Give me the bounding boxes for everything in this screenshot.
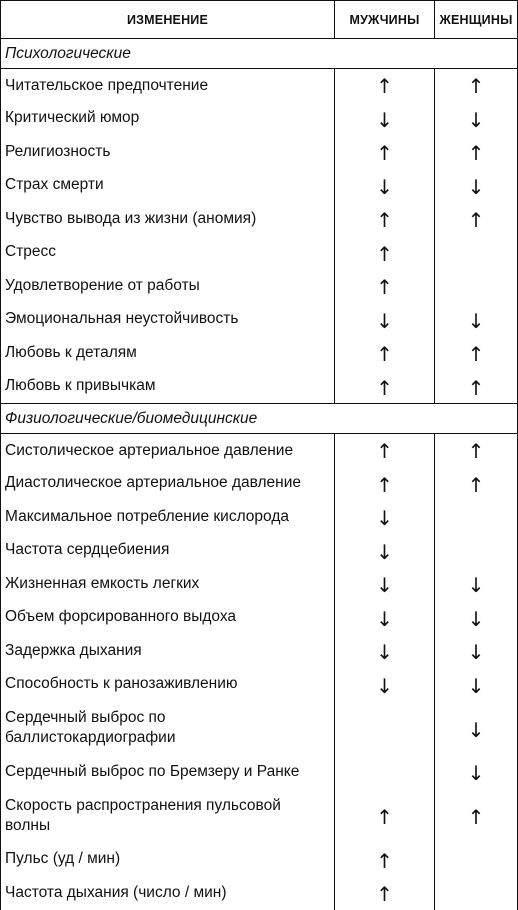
table-row <box>1 843 518 877</box>
men-arrow-icon <box>335 701 435 755</box>
women-arrow-icon: ↓ <box>435 102 518 136</box>
row-label: Любовь к деталям <box>1 336 335 370</box>
table-row <box>1 755 518 789</box>
men-arrow-icon: ↓ <box>335 634 435 668</box>
women-arrow-icon: ↑ <box>435 467 518 501</box>
row-label: Частота сердцебиения <box>1 534 335 568</box>
table-row <box>1 789 518 843</box>
table-row <box>1 701 518 755</box>
women-arrow-icon: ↓ <box>435 701 518 755</box>
table-row <box>1 500 518 534</box>
women-arrow-icon: ↓ <box>435 668 518 702</box>
row-label: Страх смерти <box>1 169 335 203</box>
table-row <box>1 336 518 370</box>
table-row <box>1 102 518 136</box>
table-row <box>1 303 518 337</box>
men-arrow-icon: ↑ <box>335 467 435 501</box>
table-row <box>1 668 518 702</box>
men-arrow-icon: ↑ <box>335 370 435 404</box>
row-label: Систолическое артериальное давление <box>1 434 335 467</box>
women-arrow-icon: ↓ <box>435 755 518 789</box>
women-arrow-icon: ↑ <box>435 135 518 169</box>
table-row <box>1 269 518 303</box>
men-arrow-icon: ↓ <box>335 534 435 568</box>
men-arrow-icon: ↑ <box>335 843 435 877</box>
women-arrow-icon <box>435 236 518 270</box>
men-arrow-icon: ↓ <box>335 567 435 601</box>
women-arrow-icon <box>435 500 518 534</box>
table-row <box>1 534 518 568</box>
row-label: Религиозность <box>1 135 335 169</box>
section-row <box>1 404 518 434</box>
women-arrow-icon: ↑ <box>435 370 518 404</box>
women-arrow-icon: ↑ <box>435 434 518 467</box>
women-arrow-icon <box>435 843 518 877</box>
men-arrow-icon: ↓ <box>335 102 435 136</box>
women-arrow-icon: ↓ <box>435 601 518 635</box>
women-arrow-icon <box>435 269 518 303</box>
men-arrow-icon: ↑ <box>335 236 435 270</box>
table-row <box>1 169 518 203</box>
table-row <box>1 236 518 270</box>
table-row <box>1 601 518 635</box>
section-title: Физиологические/биомедицинские <box>1 404 518 434</box>
men-arrow-icon: ↑ <box>335 69 435 102</box>
section-row <box>1 39 518 69</box>
women-arrow-icon: ↓ <box>435 567 518 601</box>
men-arrow-icon: ↓ <box>335 668 435 702</box>
women-arrow-icon: ↑ <box>435 202 518 236</box>
table-row <box>1 135 518 169</box>
header-row <box>1 1 518 39</box>
row-label: Читательское предпочтение <box>1 69 335 102</box>
men-arrow-icon: ↓ <box>335 500 435 534</box>
row-label: Любовь к привычкам <box>1 370 335 404</box>
men-arrow-icon: ↓ <box>335 601 435 635</box>
header-women: ЖЕНЩИНЫ <box>435 1 518 39</box>
table-row <box>1 69 518 102</box>
row-label: Задержка дыхания <box>1 634 335 668</box>
men-arrow-icon: ↑ <box>335 434 435 467</box>
men-arrow-icon: ↓ <box>335 303 435 337</box>
table-body <box>1 39 518 910</box>
row-label: Способность к ранозаживлению <box>1 668 335 702</box>
row-label: Диастолическое артериальное давление <box>1 467 335 501</box>
table-row <box>1 370 518 404</box>
table-row <box>1 634 518 668</box>
row-label: Сердечный выброс по баллистокардиографии <box>1 701 335 755</box>
row-label: Скорость распространения пульсовой волны <box>1 789 335 843</box>
table-row <box>1 876 518 910</box>
table-row <box>1 567 518 601</box>
table-row <box>1 202 518 236</box>
men-arrow-icon: ↑ <box>335 202 435 236</box>
men-arrow-icon: ↑ <box>335 336 435 370</box>
row-label: Удовлетворение от работы <box>1 269 335 303</box>
women-arrow-icon: ↑ <box>435 789 518 843</box>
men-arrow-icon <box>335 755 435 789</box>
row-label: Чувство вывода из жизни (аномия) <box>1 202 335 236</box>
table-row <box>1 467 518 501</box>
row-label: Критический юмор <box>1 102 335 136</box>
women-arrow-icon <box>435 534 518 568</box>
men-arrow-icon: ↑ <box>335 876 435 910</box>
row-label: Сердечный выброс по Бремзеру и Ранке <box>1 755 335 789</box>
women-arrow-icon: ↓ <box>435 634 518 668</box>
women-arrow-icon: ↑ <box>435 336 518 370</box>
table-row <box>1 434 518 467</box>
header-men: МУЖЧИНЫ <box>335 1 435 39</box>
header-change: ИЗМЕНЕНИЕ <box>1 1 335 39</box>
women-arrow-icon: ↑ <box>435 69 518 102</box>
men-arrow-icon: ↑ <box>335 269 435 303</box>
women-arrow-icon <box>435 876 518 910</box>
men-arrow-icon: ↑ <box>335 789 435 843</box>
row-label: Частота дыхания (число / мин) <box>1 876 335 910</box>
men-arrow-icon: ↑ <box>335 135 435 169</box>
row-label: Пульс (уд / мин) <box>1 843 335 877</box>
women-arrow-icon: ↓ <box>435 303 518 337</box>
row-label: Объем форсированного выдоха <box>1 601 335 635</box>
row-label: Эмоциональная неустойчивость <box>1 303 335 337</box>
women-arrow-icon: ↓ <box>435 169 518 203</box>
row-label: Жизненная емкость легких <box>1 567 335 601</box>
row-label: Максимальное потребление кислорода <box>1 500 335 534</box>
section-title: Психологические <box>1 39 518 69</box>
men-arrow-icon: ↓ <box>335 169 435 203</box>
row-label: Стресс <box>1 236 335 270</box>
